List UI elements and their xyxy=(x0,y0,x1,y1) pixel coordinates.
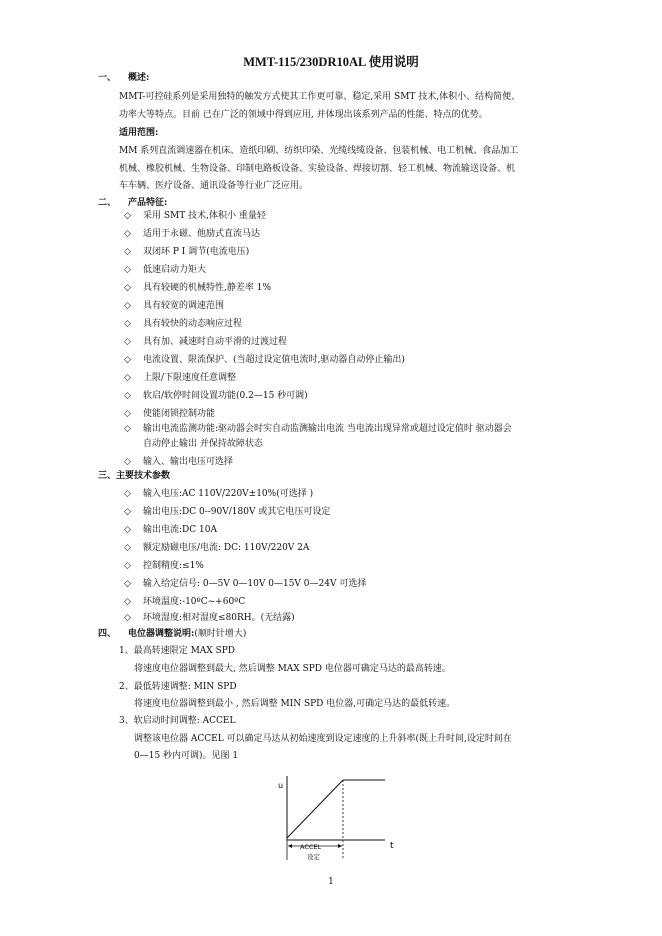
bullet-diamond-icon: ◇ xyxy=(124,337,131,347)
bullet-diamond-icon: ◇ xyxy=(124,355,131,365)
x-axis-label: t xyxy=(390,841,394,851)
bullet-diamond-icon: ◇ xyxy=(124,507,131,517)
bullet-diamond-icon: ◇ xyxy=(124,457,131,467)
tech-param-item: 环境湿度:相对湿度≤80RH。(无结露) xyxy=(143,613,295,623)
bullet-diamond-icon: ◇ xyxy=(124,561,131,571)
tech-param-item: 输入电压:AC 110V/220V±10%(可选择 ) xyxy=(143,489,314,499)
bullet-diamond-icon: ◇ xyxy=(124,543,131,553)
bullet-diamond-icon: ◇ xyxy=(124,525,131,535)
accel-text-2: 0—15 秒内可调)。见图 1 xyxy=(134,751,239,761)
tech-param-item: 控制精度:≤1% xyxy=(143,561,204,571)
accel-figure xyxy=(270,770,400,866)
tech-param-item: 额定励磁电压/电流: DC: 110V/220V 2A xyxy=(143,543,310,553)
bullet-diamond-icon: ◇ xyxy=(124,373,131,383)
accel-text-1: 调整该电位器 ACCEL 可以确定马达从初始速度到设定速度的上升斜率(既上升时间,设定时间在 xyxy=(134,734,512,744)
feature-item: 软启/软停时间设置功能(0.2—15 秒可调) xyxy=(143,391,308,401)
bullet-diamond-icon: ◇ xyxy=(124,229,131,239)
feature-item: 低速启动力矩大 xyxy=(143,265,207,275)
bullet-diamond-icon: ◇ xyxy=(124,613,131,623)
min-spd-text: 将速度电位器调整到最小 , 然后调整 MIN SPD 电位器,可确定马达的最低转速。 xyxy=(134,699,456,709)
feature-item: 自动停止输出 并保持故障状态 xyxy=(143,439,263,449)
section-4-heading: 四、 电位器调整说明:(顺时针增大) xyxy=(98,629,247,639)
bullet-diamond-icon: ◇ xyxy=(124,424,131,434)
feature-item: 具有较宽的调速范围 xyxy=(143,301,225,311)
accel-title: 3、软启动时间调整: ACCEL xyxy=(119,716,236,726)
feature-item: 具有较硬的机械特性,静差率 1% xyxy=(143,283,272,293)
feature-item: 具有较快的动态响应过程 xyxy=(143,319,243,329)
feature-item: 适用于永磁、他励式直流马达 xyxy=(143,229,261,239)
scope-heading: 适用范围: xyxy=(119,128,159,138)
bullet-diamond-icon: ◇ xyxy=(124,579,131,589)
bullet-diamond-icon: ◇ xyxy=(124,247,131,257)
max-spd-title: 1、最高转速限定 MAX SPD xyxy=(119,646,236,656)
tech-param-item: 环境温度:-10ºC~+60ºC xyxy=(143,597,246,607)
ramp-line xyxy=(287,780,343,838)
overview-line-2: 功率大等特点。目前 已在广泛的领域中得到应用, 并体现出该系列产品的性能、特点的优势。 xyxy=(119,110,488,120)
feature-item: 输出电流监测功能:驱动器会时实自动监测输出电流 当电流出现异常或超过设定值时 驱动器会 xyxy=(143,424,512,434)
section-3-heading: 三、主要技术参数 xyxy=(98,471,171,481)
section-2-heading: 二、 产品特征: xyxy=(98,198,168,208)
overview-line-1: MMT-可控硅系列是采用独特的触发方式使其工作更可靠、稳定,采用 SMT 技术,体积小、结构简便、 xyxy=(119,92,521,102)
arrow-left-icon xyxy=(288,844,292,848)
min-spd-title: 2、最低转速调整: MIN SPD xyxy=(119,682,237,692)
scope-line-3: 车车辆、医疗设备、通讯设备等行业广泛应用。 xyxy=(119,181,309,191)
page-title: MMT-115/230DR10AL 使用说明 xyxy=(243,55,419,69)
feature-item: 输入、输出电压可选择 xyxy=(143,457,234,467)
tech-param-item: 输入给定信号: 0—5V 0—10V 0—15V 0—24V 可选择 xyxy=(143,579,367,589)
feature-item: 具有加、减速时自动平滑的过渡过程 xyxy=(143,337,288,347)
section-1-heading: 一、 概述: xyxy=(98,73,150,83)
accel-label: ACCEL xyxy=(300,843,322,851)
scope-line-2: 机械、橡胶机械、生物设备、印制电路板设备、实验设备、焊接切割、轻工机械、物流输送设备、机 xyxy=(119,164,516,174)
feature-item: 使能闭锁控制功能 xyxy=(143,409,216,419)
scope-line-1: MM 系列直流调速器在机床、造纸印刷、纺织印染、光缆线缆设备、包装机械、电工机械、食品加工 xyxy=(119,146,519,156)
bullet-diamond-icon: ◇ xyxy=(124,409,131,419)
feature-item: 双闭环 P I 调节(电流电压) xyxy=(143,247,250,257)
arrow-right-icon xyxy=(338,844,342,848)
bullet-diamond-icon: ◇ xyxy=(124,211,131,221)
set-label: 设定 xyxy=(307,853,320,861)
bullet-diamond-icon: ◇ xyxy=(124,265,131,275)
bullet-diamond-icon: ◇ xyxy=(124,319,131,329)
bullet-diamond-icon: ◇ xyxy=(124,391,131,401)
y-axis-label: u xyxy=(278,781,284,790)
max-spd-text: 将速度电位器调整到最大, 然后调整 MAX SPD 电位器可确定马达的最高转速。 xyxy=(134,664,451,674)
feature-item: 电流设置、限流保护、(当超过设定值电流时,驱动器自动停止输出) xyxy=(143,355,405,365)
page-number: 1 xyxy=(328,877,334,887)
tech-param-item: 输出电压:DC 0--90V/180V 或其它电压可设定 xyxy=(143,507,331,517)
tech-param-item: 输出电流:DC 10A xyxy=(143,525,217,535)
feature-item: 上限/下限速度任意调整 xyxy=(143,373,237,383)
bullet-diamond-icon: ◇ xyxy=(124,489,131,499)
bullet-diamond-icon: ◇ xyxy=(124,597,131,607)
feature-item: 采用 SMT 技术,体积小 重量轻 xyxy=(143,211,266,221)
bullet-diamond-icon: ◇ xyxy=(124,283,131,293)
bullet-diamond-icon: ◇ xyxy=(124,301,131,311)
